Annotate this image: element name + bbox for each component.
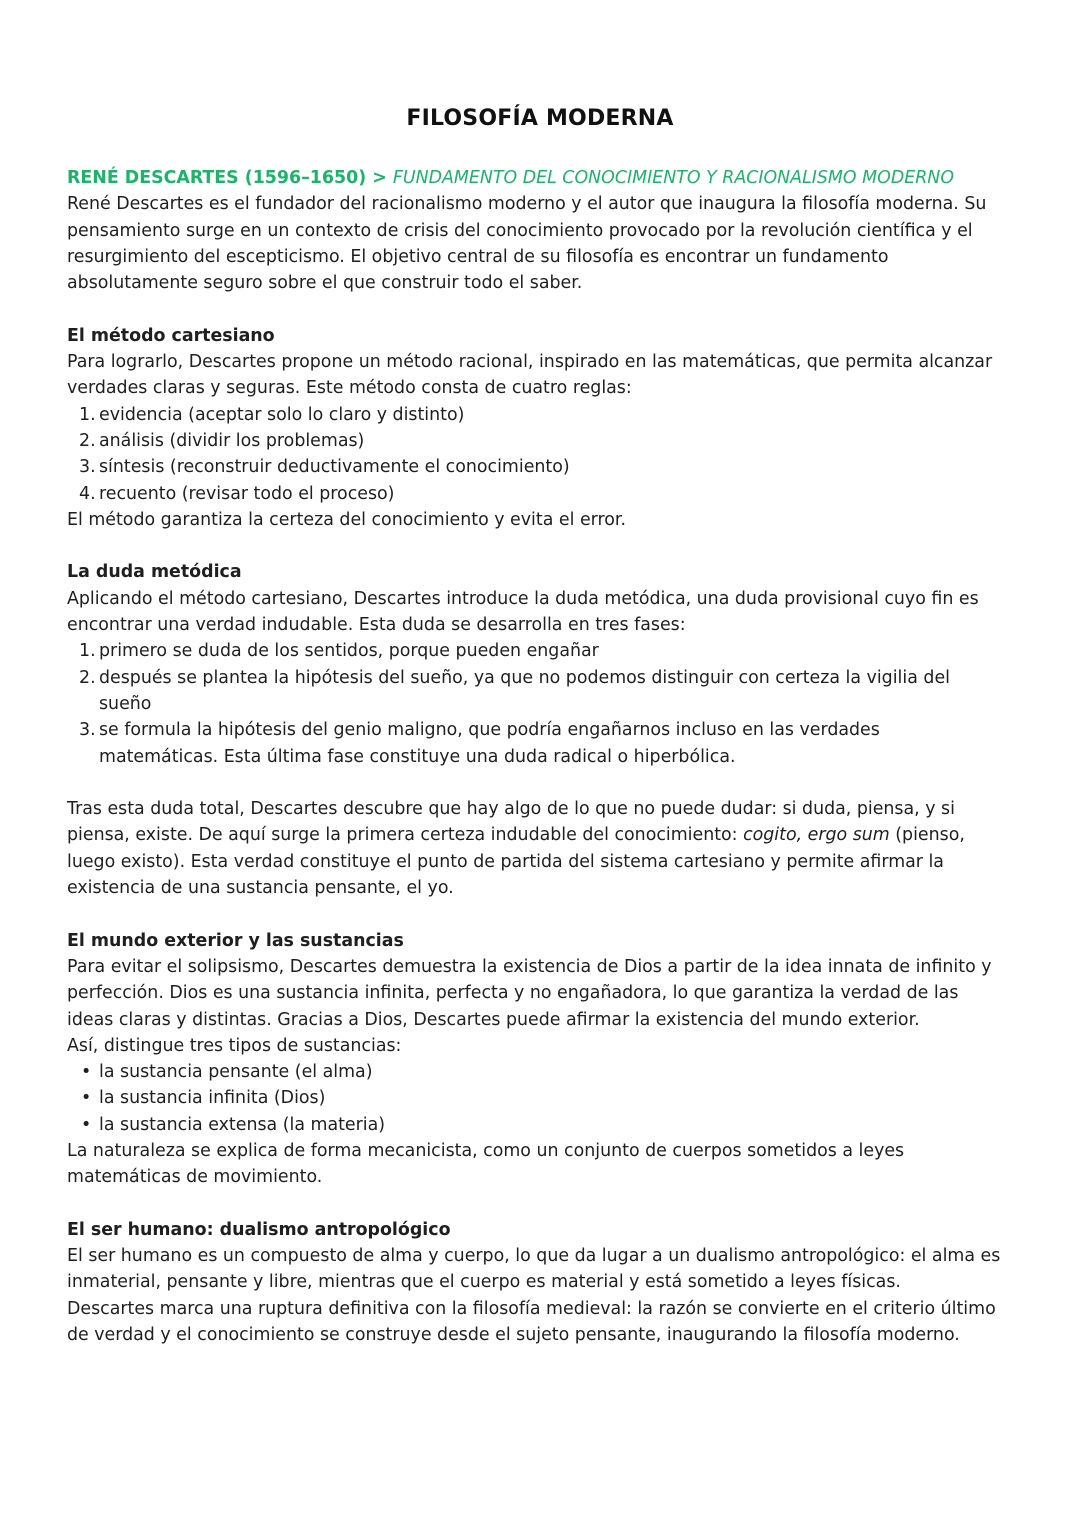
- text-line: inmaterial, pensante y libre, mientras que el cuerpo es material y está sometido a leyes físicas.: [67, 1272, 901, 1293]
- text-line: Tras esta duda total, Descartes descubre que hay algo de lo que no puede dudar: si duda, piensa, y si: [67, 799, 955, 820]
- list-number: 1.: [79, 404, 96, 425]
- bullet-icon: •: [81, 1088, 92, 1109]
- bullet-icon: •: [81, 1062, 92, 1083]
- author-header: [67, 165, 1027, 191]
- header-separator: >: [366, 168, 393, 188]
- list-item: [67, 1085, 1027, 1111]
- list-item-text: la sustancia pensante (el alma): [99, 1062, 373, 1083]
- spacer: [67, 770, 1027, 796]
- text-line: Para evitar el solipsismo, Descartes demuestra la existencia de Dios a partir de la idea innata de infinito y: [67, 956, 992, 977]
- list-number: 3.: [79, 457, 96, 478]
- list-item: [67, 1112, 1027, 1138]
- list-item-continuation: matemáticas. Esta última fase constituye una duda radical o hiperbólica.: [99, 746, 736, 767]
- list-item-text: evidencia (aceptar solo lo claro y distinto): [99, 404, 465, 425]
- section-heading: El método cartesiano: [67, 325, 275, 346]
- text-line: matemáticas de movimiento.: [67, 1167, 323, 1188]
- list-item: [67, 1059, 1027, 1085]
- list-item: [67, 454, 1027, 480]
- section-duda: [67, 559, 1027, 769]
- list-item: [67, 638, 1027, 664]
- list-item-text: se formula la hipótesis del genio maligno, que podría engañarnos incluso en las verdades: [99, 720, 880, 741]
- text-line: de verdad y el conocimiento se construye desde el sujeto pensante, inaugurando la filosofía moderno.: [67, 1325, 960, 1346]
- list-item-text: análisis (dividir los problemas): [99, 430, 365, 451]
- bullet-icon: •: [81, 1114, 92, 1135]
- text-line: encontrar una verdad indudable. Esta duda se desarrolla en tres fases:: [67, 615, 686, 636]
- spacer: [67, 901, 1027, 927]
- text-line: perfección. Dios es una sustancia infinita, perfecta y no engañadora, lo que garantiza la verdad de las: [67, 983, 959, 1004]
- text-span: piensa, existe. De aquí surge la primera certeza indudable del conocimiento:: [67, 825, 744, 846]
- text-line: La naturaleza se explica de forma mecanicista, como un conjunto de cuerpos sometidos a leyes: [67, 1140, 905, 1161]
- list-number: 3.: [79, 720, 96, 741]
- section-heading: El mundo exterior y las sustancias: [67, 930, 404, 951]
- text-line: Aplicando el método cartesiano, Descartes introduce la duda metódica, una duda provisional cuyo fin es: [67, 588, 979, 609]
- text-line: existencia de una sustancia pensante, el yo.: [67, 878, 454, 899]
- text-line: El ser humano es un compuesto de alma y cuerpo, lo que da lugar a un dualismo antropológico: el alma es: [67, 1246, 1001, 1267]
- spacer: [67, 1191, 1027, 1217]
- list-item-text: después se plantea la hipótesis del sueño, ya que no podemos distinguir con certeza la vigilia del: [99, 667, 950, 688]
- text-line: René Descartes es el fundador del racionalismo moderno y el autor que inaugura la filosofía moderna. Su: [67, 194, 987, 215]
- section-heading: El ser humano: dualismo antropológico: [67, 1219, 451, 1240]
- list-item-text: la sustancia extensa (la materia): [99, 1114, 386, 1135]
- text-span: (pienso,: [889, 825, 965, 846]
- text-line: resurgimiento del escepticismo. El objetivo central de su filosofía es encontrar un fundamento: [67, 246, 889, 267]
- author-subtitle: FUNDAMENTO DEL CONOCIMIENTO Y RACIONALISMO MODERNO: [392, 168, 955, 188]
- list-item-text: primero se duda de los sentidos, porque pueden engañar: [99, 641, 599, 662]
- list-number: 2.: [79, 667, 96, 688]
- list-item: [67, 428, 1027, 454]
- list-number: 1.: [79, 641, 96, 662]
- text-line: El método garantiza la certeza del conocimiento y evita el error.: [67, 509, 626, 530]
- text-line: Descartes marca una ruptura definitiva con la filosofía medieval: la razón se convierte en el criterio último: [67, 1298, 996, 1319]
- section-mundo: [67, 928, 1027, 1191]
- document-body: [67, 165, 1027, 1348]
- text-line: Para lograrlo, Descartes propone un método racional, inspirado en las matemáticas, que permita alcanzar: [67, 352, 993, 373]
- text-line: verdades claras y seguras. Este método consta de cuatro reglas:: [67, 378, 632, 399]
- spacer: [67, 533, 1027, 559]
- list-number: 2.: [79, 430, 96, 451]
- cogito-paragraph: [67, 796, 1027, 901]
- cogito-phrase: cogito, ergo sum: [743, 825, 890, 846]
- page-title: FILOSOFÍA MODERNA: [406, 106, 674, 131]
- list-item: [67, 665, 1027, 691]
- text-line: luego existo). Esta verdad constituye el punto de partida del sistema cartesiano y permite afirmar la: [67, 851, 944, 872]
- text-line: Así, distingue tres tipos de sustancias:: [67, 1035, 402, 1056]
- section-heading: La duda metódica: [67, 562, 242, 583]
- spacer: [67, 296, 1027, 322]
- list-item-continuation: sueño: [99, 693, 152, 714]
- text-line: pensamiento surge en un contexto de crisis del conocimiento provocado por la revolución científica y el: [67, 220, 973, 241]
- text-line: absolutamente seguro sobre el que construir todo el saber.: [67, 273, 583, 294]
- list-item: [67, 402, 1027, 428]
- section-humano: [67, 1217, 1027, 1348]
- section-metodo: [67, 323, 1027, 533]
- list-item-text: recuento (revisar todo el proceso): [99, 483, 395, 504]
- author-name: RENÉ DESCARTES (1596–1650): [67, 168, 367, 188]
- list-item-text: la sustancia infinita (Dios): [99, 1088, 326, 1109]
- list-item: [67, 717, 1027, 743]
- text-line: [67, 822, 1027, 848]
- intro-paragraph: [67, 191, 1027, 296]
- list-number: 4.: [79, 483, 96, 504]
- list-item: [67, 481, 1027, 507]
- list-item-text: síntesis (reconstruir deductivamente el conocimiento): [99, 457, 570, 478]
- text-line: ideas claras y distintas. Gracias a Dios, Descartes puede afirmar la existencia del mundo exterior.: [67, 1009, 920, 1030]
